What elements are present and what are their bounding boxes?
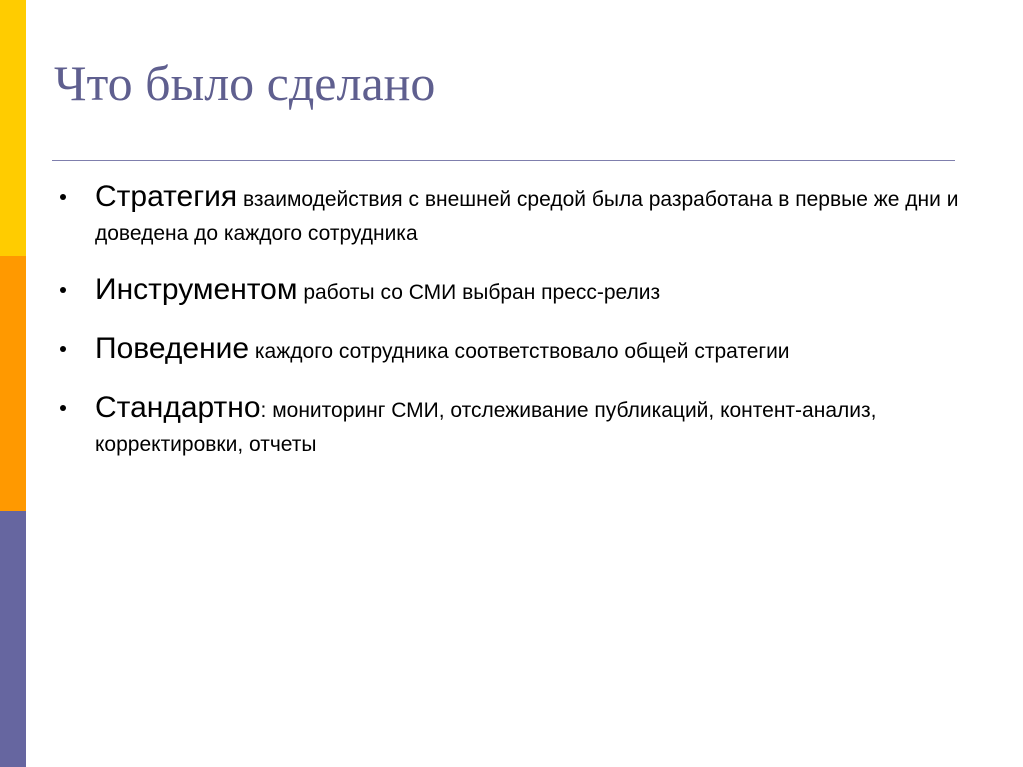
bullet-lead: Стандартно xyxy=(95,391,261,424)
bullet-dot-icon xyxy=(60,405,66,411)
bullet-item xyxy=(60,391,960,462)
accent-bar-top xyxy=(0,0,26,256)
bullet-list xyxy=(60,180,960,462)
bullet-lead: Инструментом xyxy=(95,273,298,306)
bullet-text: : мониторинг СМИ, отслеживание публикаций, контент-анализ, корректировки, отчеты xyxy=(95,399,877,456)
bullet-text: работы со СМИ выбран пресс-релиз xyxy=(297,281,661,304)
bullet-item xyxy=(60,180,960,251)
bullet-text: каждого сотрудника соответствовало общей стратегии xyxy=(249,340,790,363)
bullet-item xyxy=(60,273,960,310)
bullet-lead: Стратегия xyxy=(95,180,238,213)
bullet-item xyxy=(60,332,960,369)
bullet-text: взаимодействия с внешней средой была разработана в первые же дни и доведена до каждого сотрудника xyxy=(95,188,959,245)
bullet-dot-icon xyxy=(60,194,66,200)
accent-bar-middle xyxy=(0,256,26,511)
accent-bar-bottom xyxy=(0,511,26,767)
bullet-lead: Поведение xyxy=(95,332,250,365)
bullet-dot-icon xyxy=(60,346,66,352)
slide-title: Что было сделано xyxy=(54,55,436,111)
bullet-dot-icon xyxy=(60,287,66,293)
title-divider xyxy=(52,160,955,161)
